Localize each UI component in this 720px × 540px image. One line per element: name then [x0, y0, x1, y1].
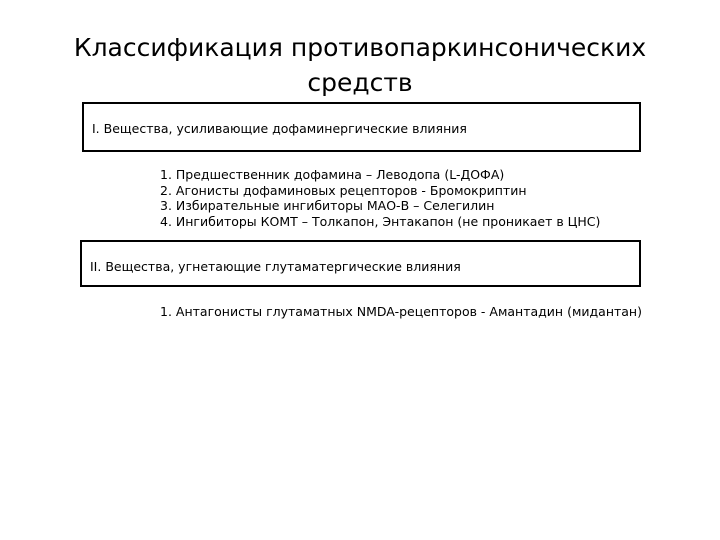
group-2-heading: II. Вещества, угнетающие глутаматергические влияния	[90, 259, 461, 274]
list-item: 3. Избирательные ингибиторы МАО-В – Селегилин	[160, 198, 495, 213]
group-2-item-list	[160, 304, 642, 320]
list-item: 1. Антагонисты глутаматных NMDA-рецепторов - Амантадин (мидантан)	[160, 304, 642, 319]
group-2-heading-box	[80, 240, 641, 287]
group-1-heading-box	[82, 102, 641, 152]
slide-title-line-2: средств	[307, 68, 413, 97]
slide-title-line-1: Классификация противопаркинсонических	[73, 33, 647, 62]
list-item: 4. Ингибиторы КОМТ – Толкапон, Энтакапон (не проникает в ЦНС)	[160, 213, 601, 229]
group-1-heading: I. Вещества, усиливающие дофаминергические влияния	[92, 121, 467, 136]
group-1-item-list	[160, 167, 600, 229]
list-item: 1. Предшественник дофамина – Леводопа (L-ДОФА)	[160, 167, 505, 182]
list-item: 2. Агонисты дофаминовых рецепторов - Бромокриптин	[160, 182, 527, 198]
slide-title	[0, 30, 720, 100]
